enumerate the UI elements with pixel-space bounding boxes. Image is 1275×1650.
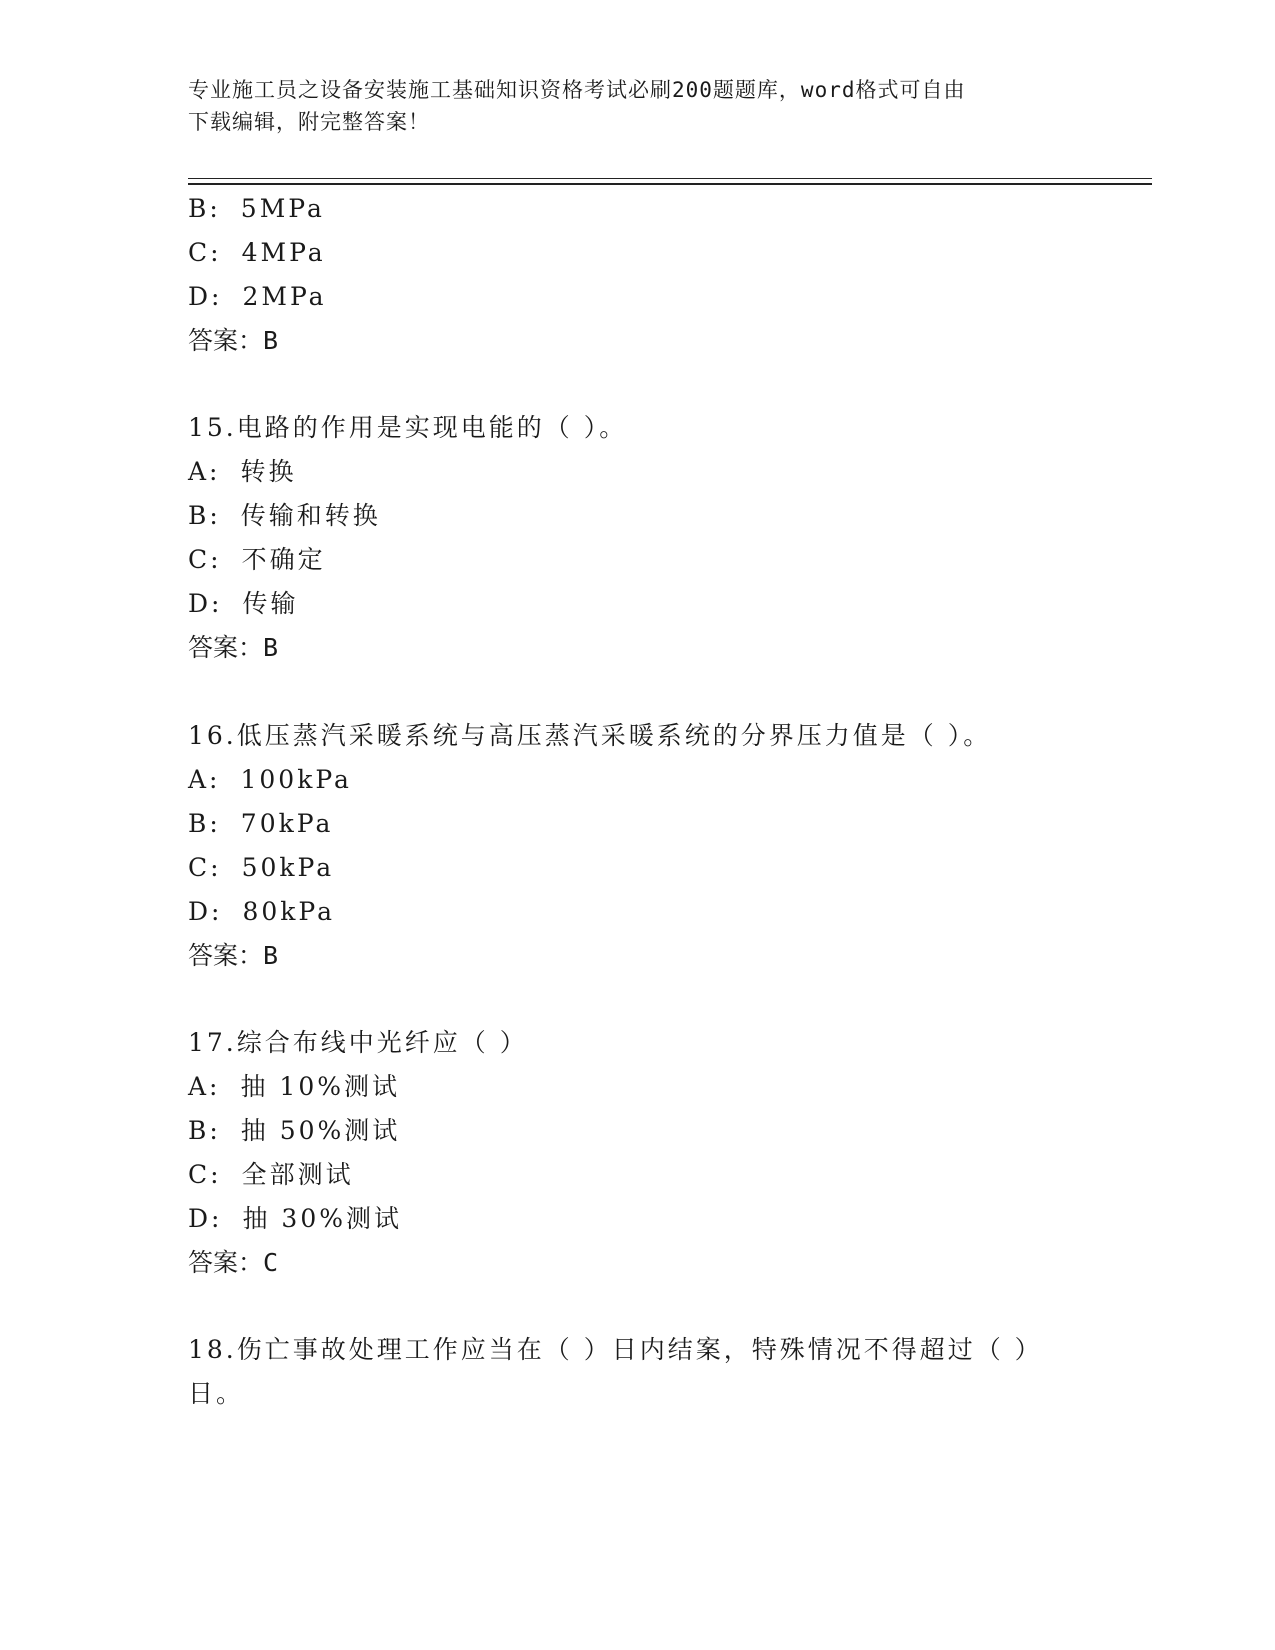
q15-option-d: D: 传输 (188, 589, 299, 618)
q15-option-a: A: 转换 (188, 457, 297, 486)
q14-option-c: C: 4MPa (188, 238, 326, 267)
q18-question-line2: 日。 (188, 1379, 245, 1408)
q17-option-d: D: 抽 30%测试 (188, 1204, 402, 1233)
q17-question: 17.综合布线中光纤应（ ） (188, 1028, 528, 1057)
q17-answer: 答案：C (188, 1248, 279, 1277)
q14-option-b: B: 5MPa (188, 194, 325, 223)
q16-option-c: C: 50kPa (188, 853, 335, 882)
q14-answer: 答案：B (188, 326, 279, 355)
q15-option-b: B: 传输和转换 (188, 501, 381, 530)
q17-option-a: A: 抽 10%测试 (188, 1072, 400, 1101)
q16-answer: 答案：B (188, 941, 279, 970)
header-title-line2: 下载编辑，附完整答案！ (188, 110, 430, 134)
header-divider (188, 178, 1152, 185)
q18-question-line1: 18.伤亡事故处理工作应当在（ ）日内结案，特殊情况不得超过（ ） (188, 1335, 1043, 1364)
q15-answer: 答案：B (188, 633, 279, 662)
q16-option-d: D: 80kPa (188, 897, 336, 926)
q14-option-d: D: 2MPa (188, 282, 327, 311)
q16-option-b: B: 70kPa (188, 809, 334, 838)
header-title-line1: 专业施工员之设备安装施工基础知识资格考试必刷200题题库，word格式可自由 (188, 78, 966, 102)
q17-option-c: C: 全部测试 (188, 1160, 354, 1189)
q16-question: 16.低压蒸汽采暖系统与高压蒸汽采暖系统的分界压力值是（ ）。 (188, 721, 992, 750)
q15-question: 15.电路的作用是实现电能的（ ）。 (188, 413, 628, 442)
document-header (188, 74, 1068, 138)
q15-option-c: C: 不确定 (188, 545, 326, 574)
q17-option-b: B: 抽 50%测试 (188, 1116, 401, 1145)
q16-option-a: A: 100kPa (188, 765, 352, 794)
